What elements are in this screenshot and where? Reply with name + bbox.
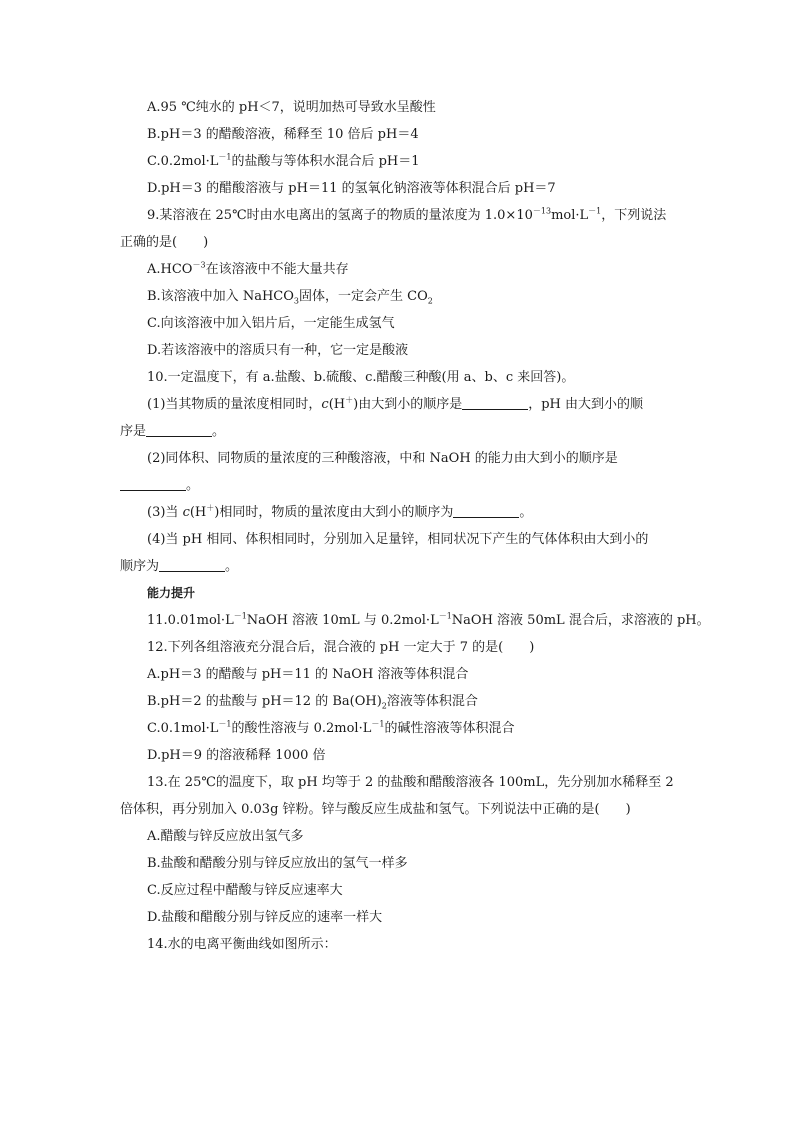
q9-option-d (120, 337, 680, 364)
text: NaOH 溶液 50mL 混合后，求溶液的 pH。 (451, 613, 710, 628)
q9-option-b (120, 283, 680, 310)
text: 。 (519, 505, 533, 520)
text: ，pH 由大到小的顺 (528, 397, 643, 412)
superscript: －13 (532, 206, 552, 216)
text: A.醋酸与锌反应放出氢气多 (147, 829, 304, 844)
text: ，下列说法 (601, 208, 667, 223)
text: 在该溶液中不能大量共存 (205, 262, 349, 277)
q14-stem (120, 931, 680, 958)
text: 序是 (120, 424, 147, 439)
q9-stem (120, 202, 680, 229)
q12-option-c (120, 715, 680, 742)
q11-stem (120, 607, 710, 634)
q9-option-a (120, 256, 680, 283)
text: 倍体积，再分别加入 0.03g 锌粉。锌与酸反应生成盐和氢气。下列说法中正确的是( ) (120, 802, 631, 817)
text: 溶液等体积混合 (386, 694, 478, 709)
q8-option-b (120, 121, 680, 148)
q8-option-c (120, 148, 680, 175)
text: A.95 ℃纯水的 pH＜7，说明加热可导致水呈酸性 (147, 100, 436, 115)
text: mol·L (551, 208, 589, 223)
text: C.0.2mol·L (147, 154, 219, 169)
text: B.该溶液中加入 NaHCO (147, 289, 294, 304)
text: 能力提升 (147, 586, 196, 600)
text: B.盐酸和醋酸分别与锌反应放出的氢气一样多 (147, 856, 408, 871)
q9-stem-cont (120, 229, 680, 256)
superscript: －1 (438, 611, 452, 621)
text: 14.水的电离平衡曲线如图所示： (147, 937, 337, 952)
text: 13.在 25℃的温度下，取 pH 均等于 2 的盐酸和醋酸溶液各 100mL，先分别加水稀释至 2 (147, 775, 674, 790)
text: D.pH＝9 的溶液稀释 1000 倍 (147, 748, 326, 763)
answer-blank[interactable] (146, 422, 212, 437)
q10-part2-cont (120, 472, 680, 499)
text: D.盐酸和醋酸分别与锌反应的速率一样大 (147, 910, 383, 925)
text: (1)当其物质的量浓度相同时， (147, 397, 322, 412)
q10-part1-cont (120, 418, 680, 445)
superscript: －3 (192, 260, 206, 270)
text: 正确的是( ) (120, 235, 209, 250)
text: D.若该溶液中的溶质只有一种，它一定是酸液 (147, 343, 409, 358)
text: (H (328, 397, 346, 412)
text: 的盐酸与等体积水混合后 pH＝1 (231, 154, 420, 169)
q13-stem-cont (120, 796, 680, 823)
superscript: －1 (233, 611, 247, 621)
q8-option-d (120, 175, 680, 202)
text: (3)当 (147, 505, 183, 520)
text: B.pH＝3 的醋酸溶液，稀释至 10 倍后 pH＝4 (147, 127, 419, 142)
answer-blank[interactable] (120, 476, 186, 491)
text: (2)同体积、同物质的量浓度的三种酸溶液，中和 NaOH 的能力由大到小的顺序是 (147, 451, 618, 466)
q12-option-b (120, 688, 680, 715)
q10-part4-cont (120, 553, 680, 580)
text: C.反应过程中醋酸与锌反应速率大 (147, 883, 343, 898)
q12-option-d (120, 742, 680, 769)
text: 顺序为 (120, 559, 160, 574)
text: 的碱性溶液等体积混合 (384, 721, 515, 736)
subscript: 2 (381, 701, 387, 711)
q10-stem (120, 364, 680, 391)
superscript: －1 (588, 206, 602, 216)
text: A.HCO (147, 262, 193, 277)
q13-option-b (120, 850, 680, 877)
answer-blank[interactable] (462, 395, 528, 410)
text: 12.下列各组溶液充分混合后，混合液的 pH 一定大于 7 的是( ) (147, 640, 535, 655)
superscript: －1 (218, 719, 232, 729)
q10-part4 (120, 526, 680, 553)
q10-part1 (120, 391, 680, 418)
text: C.0.1mol·L (147, 721, 219, 736)
text: A.pH＝3 的醋酸与 pH＝11 的 NaOH 溶液等体积混合 (147, 667, 469, 682)
superscript: ＋ (206, 503, 215, 513)
text: )由大到小的顺序是 (353, 397, 463, 412)
superscript: －1 (218, 152, 232, 162)
q13-option-d (120, 904, 680, 931)
section-heading (120, 580, 680, 607)
text: C.向该溶液中加入铝片后，一定能生成氢气 (147, 316, 395, 331)
q12-option-a (120, 661, 680, 688)
answer-blank[interactable] (159, 557, 225, 572)
superscript: －1 (371, 719, 385, 729)
text: (H (189, 505, 207, 520)
text: B.pH＝2 的盐酸与 pH＝12 的 Ba(OH) (147, 694, 382, 709)
q10-part3 (120, 499, 680, 526)
text: 10.一定温度下，有 a.盐酸、b.硫酸、c.醋酸三种酸(用 a、b、c 来回答)。 (147, 370, 575, 385)
text: 的酸性溶液与 0.2mol·L (231, 721, 372, 736)
q12-stem (120, 634, 680, 661)
text: )相同时，物质的量浓度由大到小的顺序为 (214, 505, 454, 520)
q13-option-a (120, 823, 680, 850)
q10-part2 (120, 445, 680, 472)
italic-c: c (182, 505, 190, 520)
text: (4)当 pH 相同、体积相同时，分别加入足量锌，相同状况下产生的气体体积由大到小的 (147, 532, 649, 547)
italic-c: c (321, 397, 329, 412)
text: 。 (225, 559, 239, 574)
subscript: 3 (293, 296, 299, 306)
text: 固体，一定会产生 CO (298, 289, 428, 304)
q8-option-a (120, 94, 680, 121)
text: 11.0.01mol·L (147, 613, 234, 628)
q9-option-c (120, 310, 680, 337)
text: NaOH 溶液 10mL 与 0.2mol·L (246, 613, 439, 628)
text: D.pH＝3 的醋酸溶液与 pH＝11 的氢氧化钠溶液等体积混合后 pH＝7 (147, 181, 556, 196)
q13-option-c (120, 877, 680, 904)
subscript: 2 (427, 296, 433, 306)
superscript: ＋ (345, 395, 354, 405)
text: 9.某溶液在 25℃时由水电离出的氢离子的物质的量浓度为 1.0×10 (147, 208, 533, 223)
q13-stem (120, 769, 680, 796)
document-body (120, 94, 710, 958)
answer-blank[interactable] (453, 503, 519, 518)
text: 。 (212, 424, 226, 439)
text: 。 (186, 478, 200, 493)
